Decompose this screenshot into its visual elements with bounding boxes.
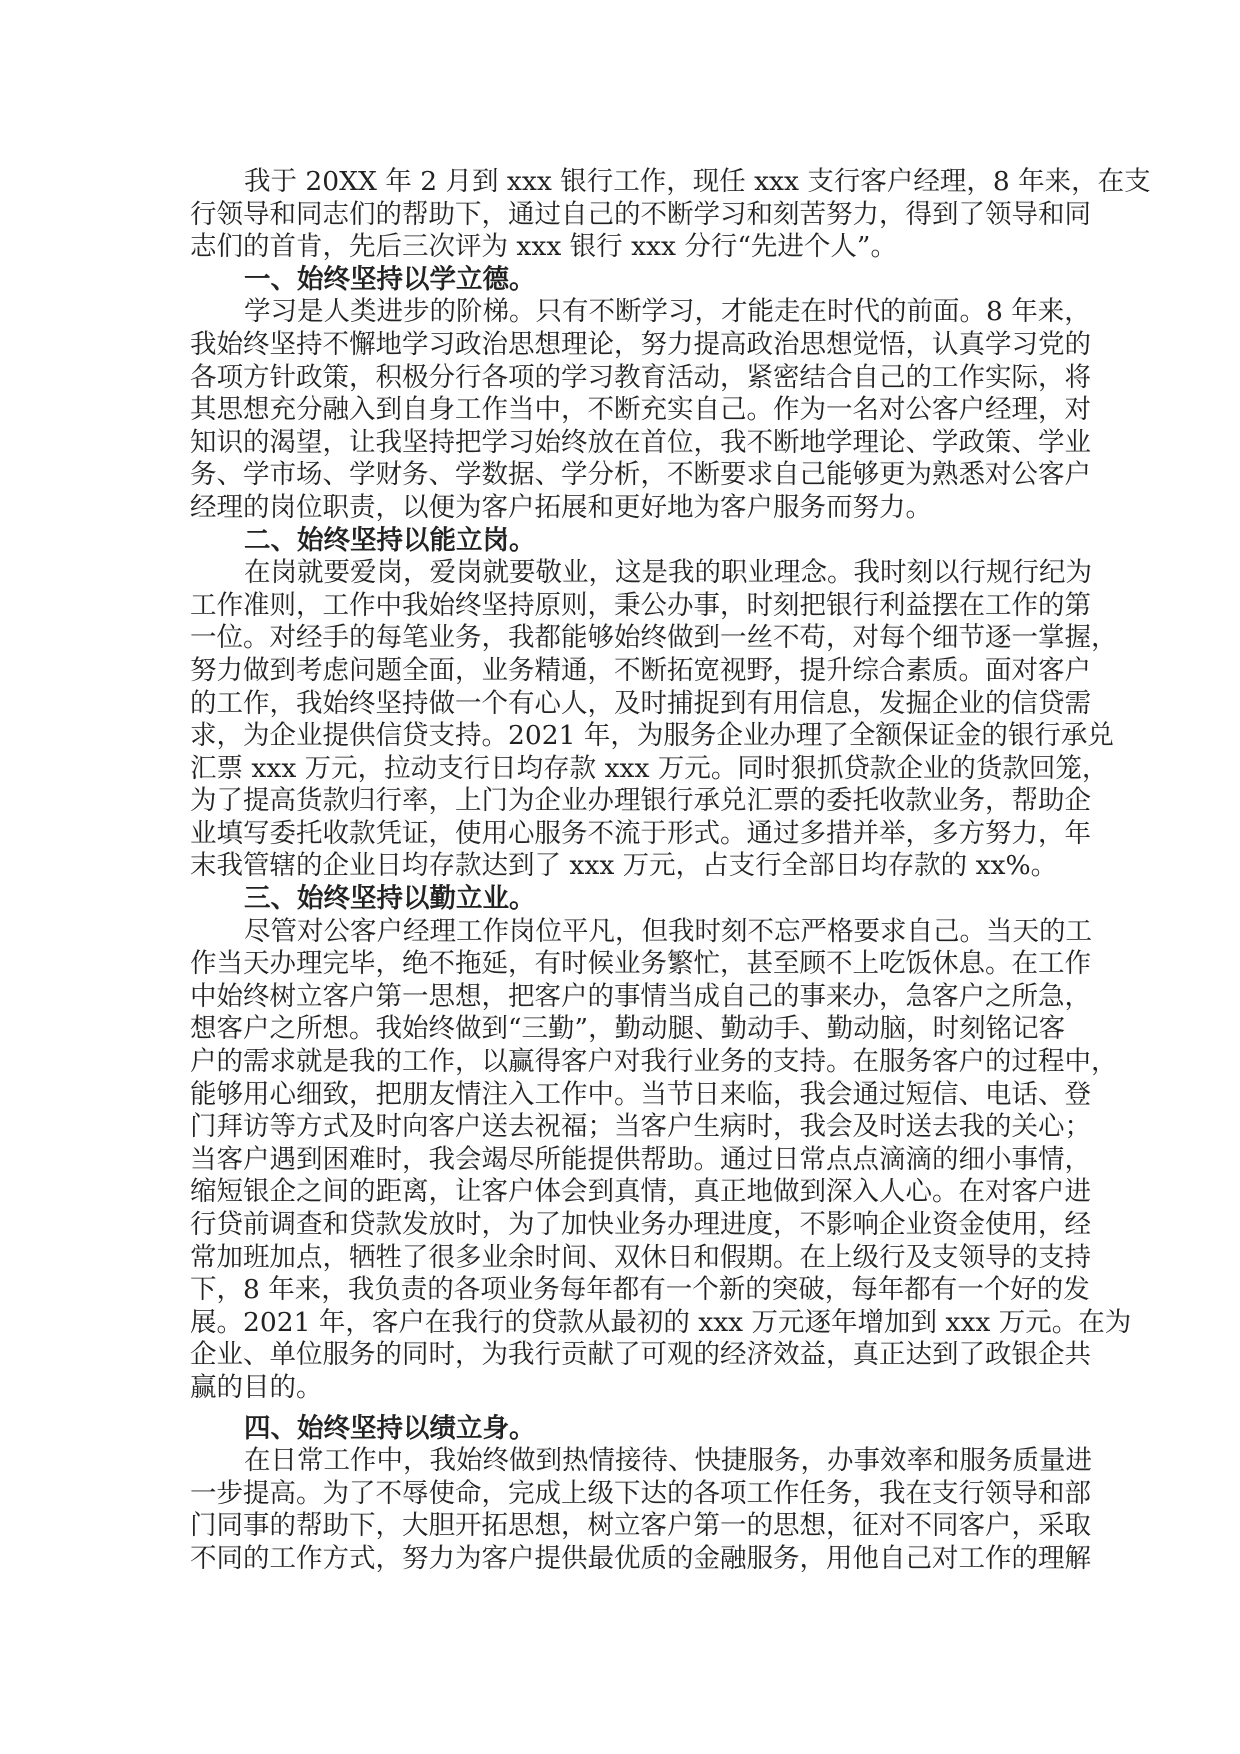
text-line: 在岗就要爱岗，爱岗就要敬业，这是我的职业理念。我时刻以行规行纪为 bbox=[244, 557, 1092, 589]
text-line: 求，为企业提供信贷支持。2021 年，为服务企业办理了全额保证金的银行承兑 bbox=[190, 720, 1114, 752]
section-heading: 三、始终坚持以勤立业。 bbox=[244, 883, 536, 915]
paragraph bbox=[190, 1445, 1092, 1575]
paragraph bbox=[190, 166, 1151, 264]
text-line: 工作准则，工作中我始终坚持原则，秉公办事，时刻把银行利益摆在工作的第 bbox=[190, 589, 1091, 621]
text-line: 当客户遇到困难时，我会竭尽所能提供帮助。通过日常点点滴滴的细小事情， bbox=[190, 1143, 1091, 1175]
text-line: 务、学市场、学财务、学数据、学分析，不断要求自己能够更为熟悉对公客户 bbox=[190, 459, 1091, 491]
text-line: 展。2021 年，客户在我行的贷款从最初的 xxx 万元逐年增加到 xxx 万元。在为 bbox=[190, 1306, 1132, 1338]
text-line: 其思想充分融入到自身工作当中，不断充实自己。作为一名对公客户经理，对 bbox=[190, 394, 1091, 426]
text-line: 汇票 xxx 万元，拉动支行日均存款 xxx 万元。同时狠抓贷款企业的货款回笼， bbox=[190, 752, 1109, 784]
section-heading: 四、始终坚持以绩立身。 bbox=[244, 1412, 536, 1444]
text-line: 门拜访等方式及时向客户送去祝福；当客户生病时，我会及时送去我的关心； bbox=[190, 1111, 1091, 1143]
text-line: 赢的目的。 bbox=[190, 1371, 323, 1403]
text-line: 各项方针政策，积极分行各项的学习教育活动，紧密结合自己的工作实际，将 bbox=[190, 361, 1091, 393]
section-heading: 一、始终坚持以学立德。 bbox=[244, 263, 536, 295]
text-line: 行领导和同志们的帮助下，通过自己的不断学习和刻苦努力，得到了领导和同 bbox=[190, 198, 1091, 230]
text-line: 在日常工作中，我始终做到热情接待、快捷服务，办事效率和服务质量进 bbox=[244, 1445, 1092, 1477]
text-line: 为了提高货款归行率，上门为企业办理银行承兑汇票的委托收款业务，帮助企 bbox=[190, 785, 1091, 817]
text-line: 我于 20XX 年 2 月到 xxx 银行工作，现任 xxx 支行客户经理，8 年来，在支 bbox=[244, 166, 1151, 197]
text-line: 不同的工作方式，努力为客户提供最优质的金融服务，用他自己对工作的理解 bbox=[190, 1542, 1091, 1574]
paragraph bbox=[190, 557, 1118, 883]
paragraph bbox=[190, 296, 1091, 524]
text-line: 下，8 年来，我负责的各项业务每年都有一个新的突破，每年都有一个好的发 bbox=[190, 1274, 1090, 1306]
text-line: 作当天办理完毕，绝不拖延，有时候业务繁忙，甚至顾不上吃饭休息。在工作 bbox=[190, 948, 1091, 980]
text-line: 努力做到考虑问题全面，业务精通，不断拓宽视野，提升综合素质。面对客户 bbox=[190, 654, 1091, 686]
text-line: 我始终坚持不懈地学习政治思想理论，努力提高政治思想觉悟，认真学习党的 bbox=[190, 328, 1091, 360]
text-line: 的工作，我始终坚持做一个有心人，及时捕捉到有用信息，发掘企业的信贷需 bbox=[190, 687, 1091, 719]
text-line: 企业、单位服务的同时，为我行贡献了可观的经济效益，真正达到了政银企共 bbox=[190, 1339, 1091, 1371]
text-line: 学习是人类进步的阶梯。只有不断学习，才能走在时代的前面。8 年来， bbox=[244, 296, 1091, 328]
text-line: 经理的岗位职责，以便为客户拓展和更好地为客户服务而努力。 bbox=[190, 491, 932, 523]
text-line: 业填写委托收款凭证，使用心服务不流于形式。通过多措并举，多方努力，年 bbox=[190, 817, 1091, 849]
text-line: 志们的首肯，先后三次评为 xxx 银行 xxx 分行“先进个人”。 bbox=[190, 231, 897, 263]
text-line: 常加班加点，牺牲了很多业余时间、双休日和假期。在上级行及支领导的支持 bbox=[190, 1241, 1091, 1273]
text-line: 能够用心细致，把朋友情注入工作中。当节日来临，我会通过短信、电话、登 bbox=[190, 1078, 1091, 1110]
text-line: 一步提高。为了不辱使命，完成上级下达的各项工作任务，我在支行领导和部 bbox=[190, 1477, 1091, 1509]
text-line: 缩短银企之间的距离，让客户体会到真情，真正地做到深入人心。在对客户进 bbox=[190, 1176, 1091, 1208]
text-line: 行贷前调查和贷款发放时，为了加快业务办理进度，不影响企业资金使用，经 bbox=[190, 1209, 1091, 1240]
text-line: 户的需求就是我的工作，以赢得客户对我行业务的支持。在服务客户的过程中， bbox=[190, 1046, 1118, 1078]
text-line: 尽管对公客户经理工作岗位平凡，但我时刻不忘严格要求自己。当天的工 bbox=[244, 915, 1092, 947]
paragraph bbox=[190, 915, 1132, 1405]
text-line: 门同事的帮助下，大胆开拓思想，树立客户第一的思想，征对不同客户，采取 bbox=[190, 1510, 1091, 1542]
text-line: 一位。对经手的每笔业务，我都能够始终做到一丝不苟，对每个细节逐一掌握， bbox=[190, 622, 1118, 654]
text-line: 想客户之所想。我始终做到“三勤”，勤动腿、勤动手、勤动脑，时刻铭记客 bbox=[190, 1013, 1066, 1045]
text-line: 中始终树立客户第一思想，把客户的事情当成自己的事来办，急客户之所急， bbox=[190, 980, 1091, 1012]
section-heading: 二、始终坚持以能立岗。 bbox=[244, 524, 536, 556]
document-page bbox=[190, 166, 1151, 1576]
text-line: 知识的渴望，让我坚持把学习始终放在首位，我不断地学理论、学政策、学业 bbox=[190, 426, 1091, 458]
text-line: 末我管辖的企业日均存款达到了 xxx 万元，占支行全部日均存款的 xx%。 bbox=[190, 850, 1058, 882]
